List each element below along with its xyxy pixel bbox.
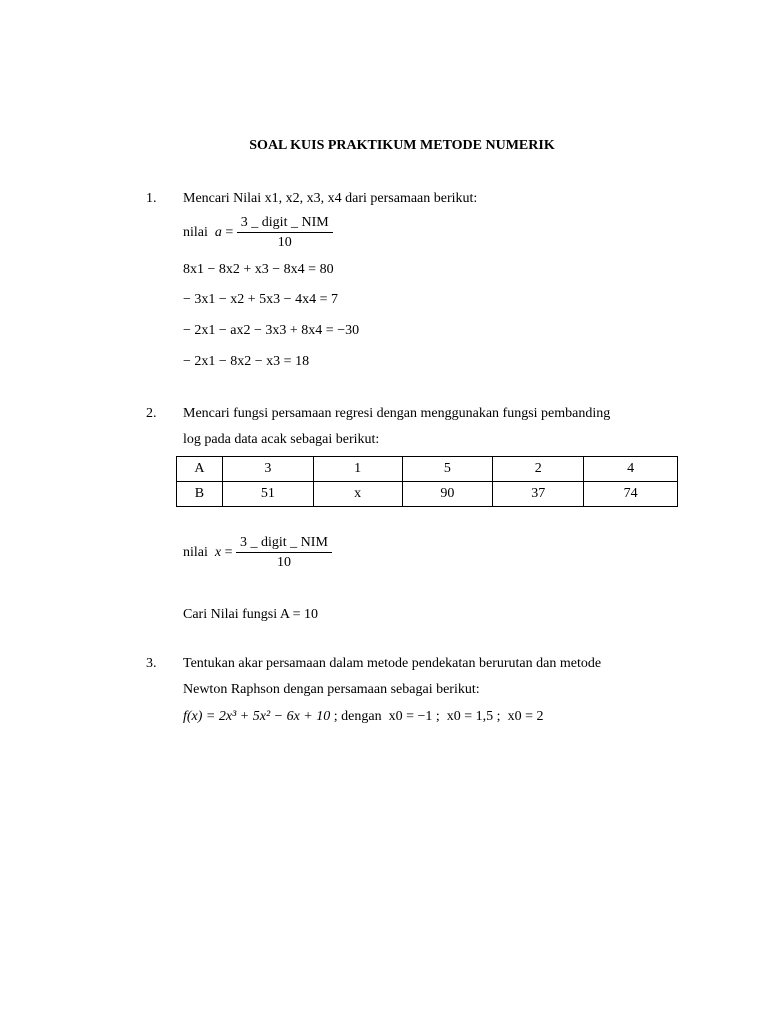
- q1-eq-sign: =: [225, 225, 234, 241]
- q2-nilai-x-formula: [183, 535, 332, 571]
- table-cell: A: [177, 457, 223, 482]
- q1-nilai-a-formula: [183, 215, 333, 251]
- question-1-text: Mencari Nilai x1, x2, x3, x4 dari persamaan berikut:: [183, 191, 478, 206]
- table-cell: 3: [222, 457, 313, 482]
- q2-find-value: Cari Nilai fungsi A = 10: [183, 607, 319, 622]
- table-cell: x: [313, 482, 402, 507]
- question-3-text-line1: Tentukan akar persamaan dalam metode pendekatan berurutan dan metode: [183, 656, 602, 671]
- q2-var: x: [214, 545, 222, 561]
- table-row: [177, 482, 678, 507]
- question-2-text-line1: Mencari fungsi persamaan regresi dengan menggunakan fungsi pembanding: [183, 406, 611, 421]
- table-cell: 4: [584, 457, 678, 482]
- table-cell: 1: [313, 457, 402, 482]
- q1-equation-1: 8x1 − 8x2 + x3 − 8x4 = 80: [183, 262, 334, 277]
- q3-x0-value-1: x0 = −1 ;: [388, 709, 440, 724]
- table-cell: 37: [493, 482, 584, 507]
- question-3-text-line2: Newton Raphson dengan persamaan sebagai berikut:: [183, 682, 480, 697]
- q1-fraction: [237, 215, 333, 251]
- q3-function-line: [183, 709, 543, 725]
- q3-x0-value-3: x0 = 2: [507, 709, 544, 724]
- q3-x0-value-2: x0 = 1,5 ;: [446, 709, 501, 724]
- q2-eq-sign: =: [224, 545, 233, 561]
- q1-nilai-label: nilai: [183, 225, 208, 241]
- table-cell: 90: [402, 482, 493, 507]
- q1-equation-4: − 2x1 − 8x2 − x3 = 18: [183, 354, 310, 369]
- regression-data-table: [176, 456, 678, 507]
- table-cell: B: [177, 482, 223, 507]
- q1-frac-numerator: 3 _ digit _ NIM: [237, 215, 333, 233]
- table-row: [177, 457, 678, 482]
- table-cell: 2: [493, 457, 584, 482]
- q1-equation-3: − 2x1 − ax2 − 3x3 + 8x4 = −30: [183, 323, 360, 338]
- question-1-number: 1.: [146, 191, 157, 206]
- q2-frac-denominator: 10: [276, 555, 291, 570]
- question-2-number: 2.: [146, 406, 157, 421]
- question-2-text-line2: log pada data acak sebagai berikut:: [183, 432, 380, 447]
- question-3-number: 3.: [146, 656, 157, 671]
- q1-var: a: [214, 225, 222, 241]
- table-cell: 74: [584, 482, 678, 507]
- q2-nilai-label: nilai: [183, 545, 208, 561]
- q2-frac-numerator: 3 _ digit _ NIM: [236, 535, 332, 553]
- q3-function: f(x) = 2x³ + 5x² − 6x + 10: [183, 709, 331, 724]
- q2-fraction: [236, 535, 332, 571]
- document-title: SOAL KUIS PRAKTIKUM METODE NUMERIK: [249, 138, 555, 153]
- q1-equation-2: − 3x1 − x2 + 5x3 − 4x4 = 7: [183, 292, 338, 307]
- q3-dengan: ; dengan: [333, 709, 382, 724]
- table-cell: 51: [222, 482, 313, 507]
- table-cell: 5: [402, 457, 493, 482]
- q1-frac-denominator: 10: [277, 235, 292, 250]
